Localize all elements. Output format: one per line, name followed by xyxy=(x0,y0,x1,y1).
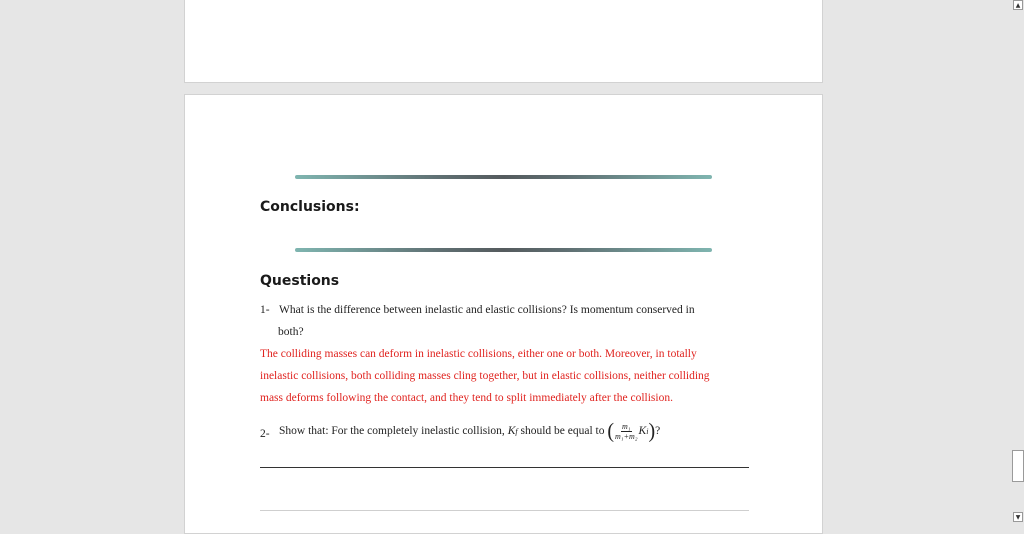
previous-page xyxy=(184,0,823,83)
question-number: 2- xyxy=(260,428,270,440)
questions-heading: Questions xyxy=(260,273,340,289)
answer-line: inelastic collisions, both colliding masses cling together, but in elastic collisions, neither colliding xyxy=(260,370,710,382)
question-text-continuation: both? xyxy=(278,326,304,338)
answer-line: mass deforms following the contact, and they tend to split immediately after the collision. xyxy=(260,392,673,404)
scroll-down-arrow-icon[interactable]: ▼ xyxy=(1013,512,1023,522)
vertical-scrollbar[interactable] xyxy=(1012,0,1024,524)
scrollbar-thumb[interactable] xyxy=(1012,450,1024,482)
mass-ratio-formula: ( $\frac{\text{m₁}}{\text{m₁+m₂}}$ K i ) xyxy=(607,419,656,443)
question-text: What is the difference between inelastic and elastic collisions? Is momentum conserved in xyxy=(279,304,695,316)
question-end: ? xyxy=(655,425,661,437)
answer-line-blank xyxy=(260,467,749,468)
question-text-mid: should be equal to xyxy=(520,425,605,437)
question-text xyxy=(279,421,660,441)
question-text-lead: Show that: For the completely inelastic collision, xyxy=(279,425,505,437)
kf-symbol: K f xyxy=(507,425,518,437)
scroll-up-arrow-icon[interactable]: ▲ xyxy=(1013,0,1023,10)
fraction-numerator: m₁ xyxy=(621,421,631,431)
conclusions-heading: Conclusions: xyxy=(260,199,360,215)
answer-line-blank xyxy=(260,510,749,511)
decorative-divider xyxy=(295,175,712,179)
question-number: 1- xyxy=(260,304,270,316)
fraction-denominator: m₁+m₂ xyxy=(615,431,638,441)
decorative-divider xyxy=(295,248,712,252)
document-page xyxy=(184,94,823,534)
answer-line: The colliding masses can deform in inelastic collisions, either one or both. Moreover, in totally xyxy=(260,348,697,360)
